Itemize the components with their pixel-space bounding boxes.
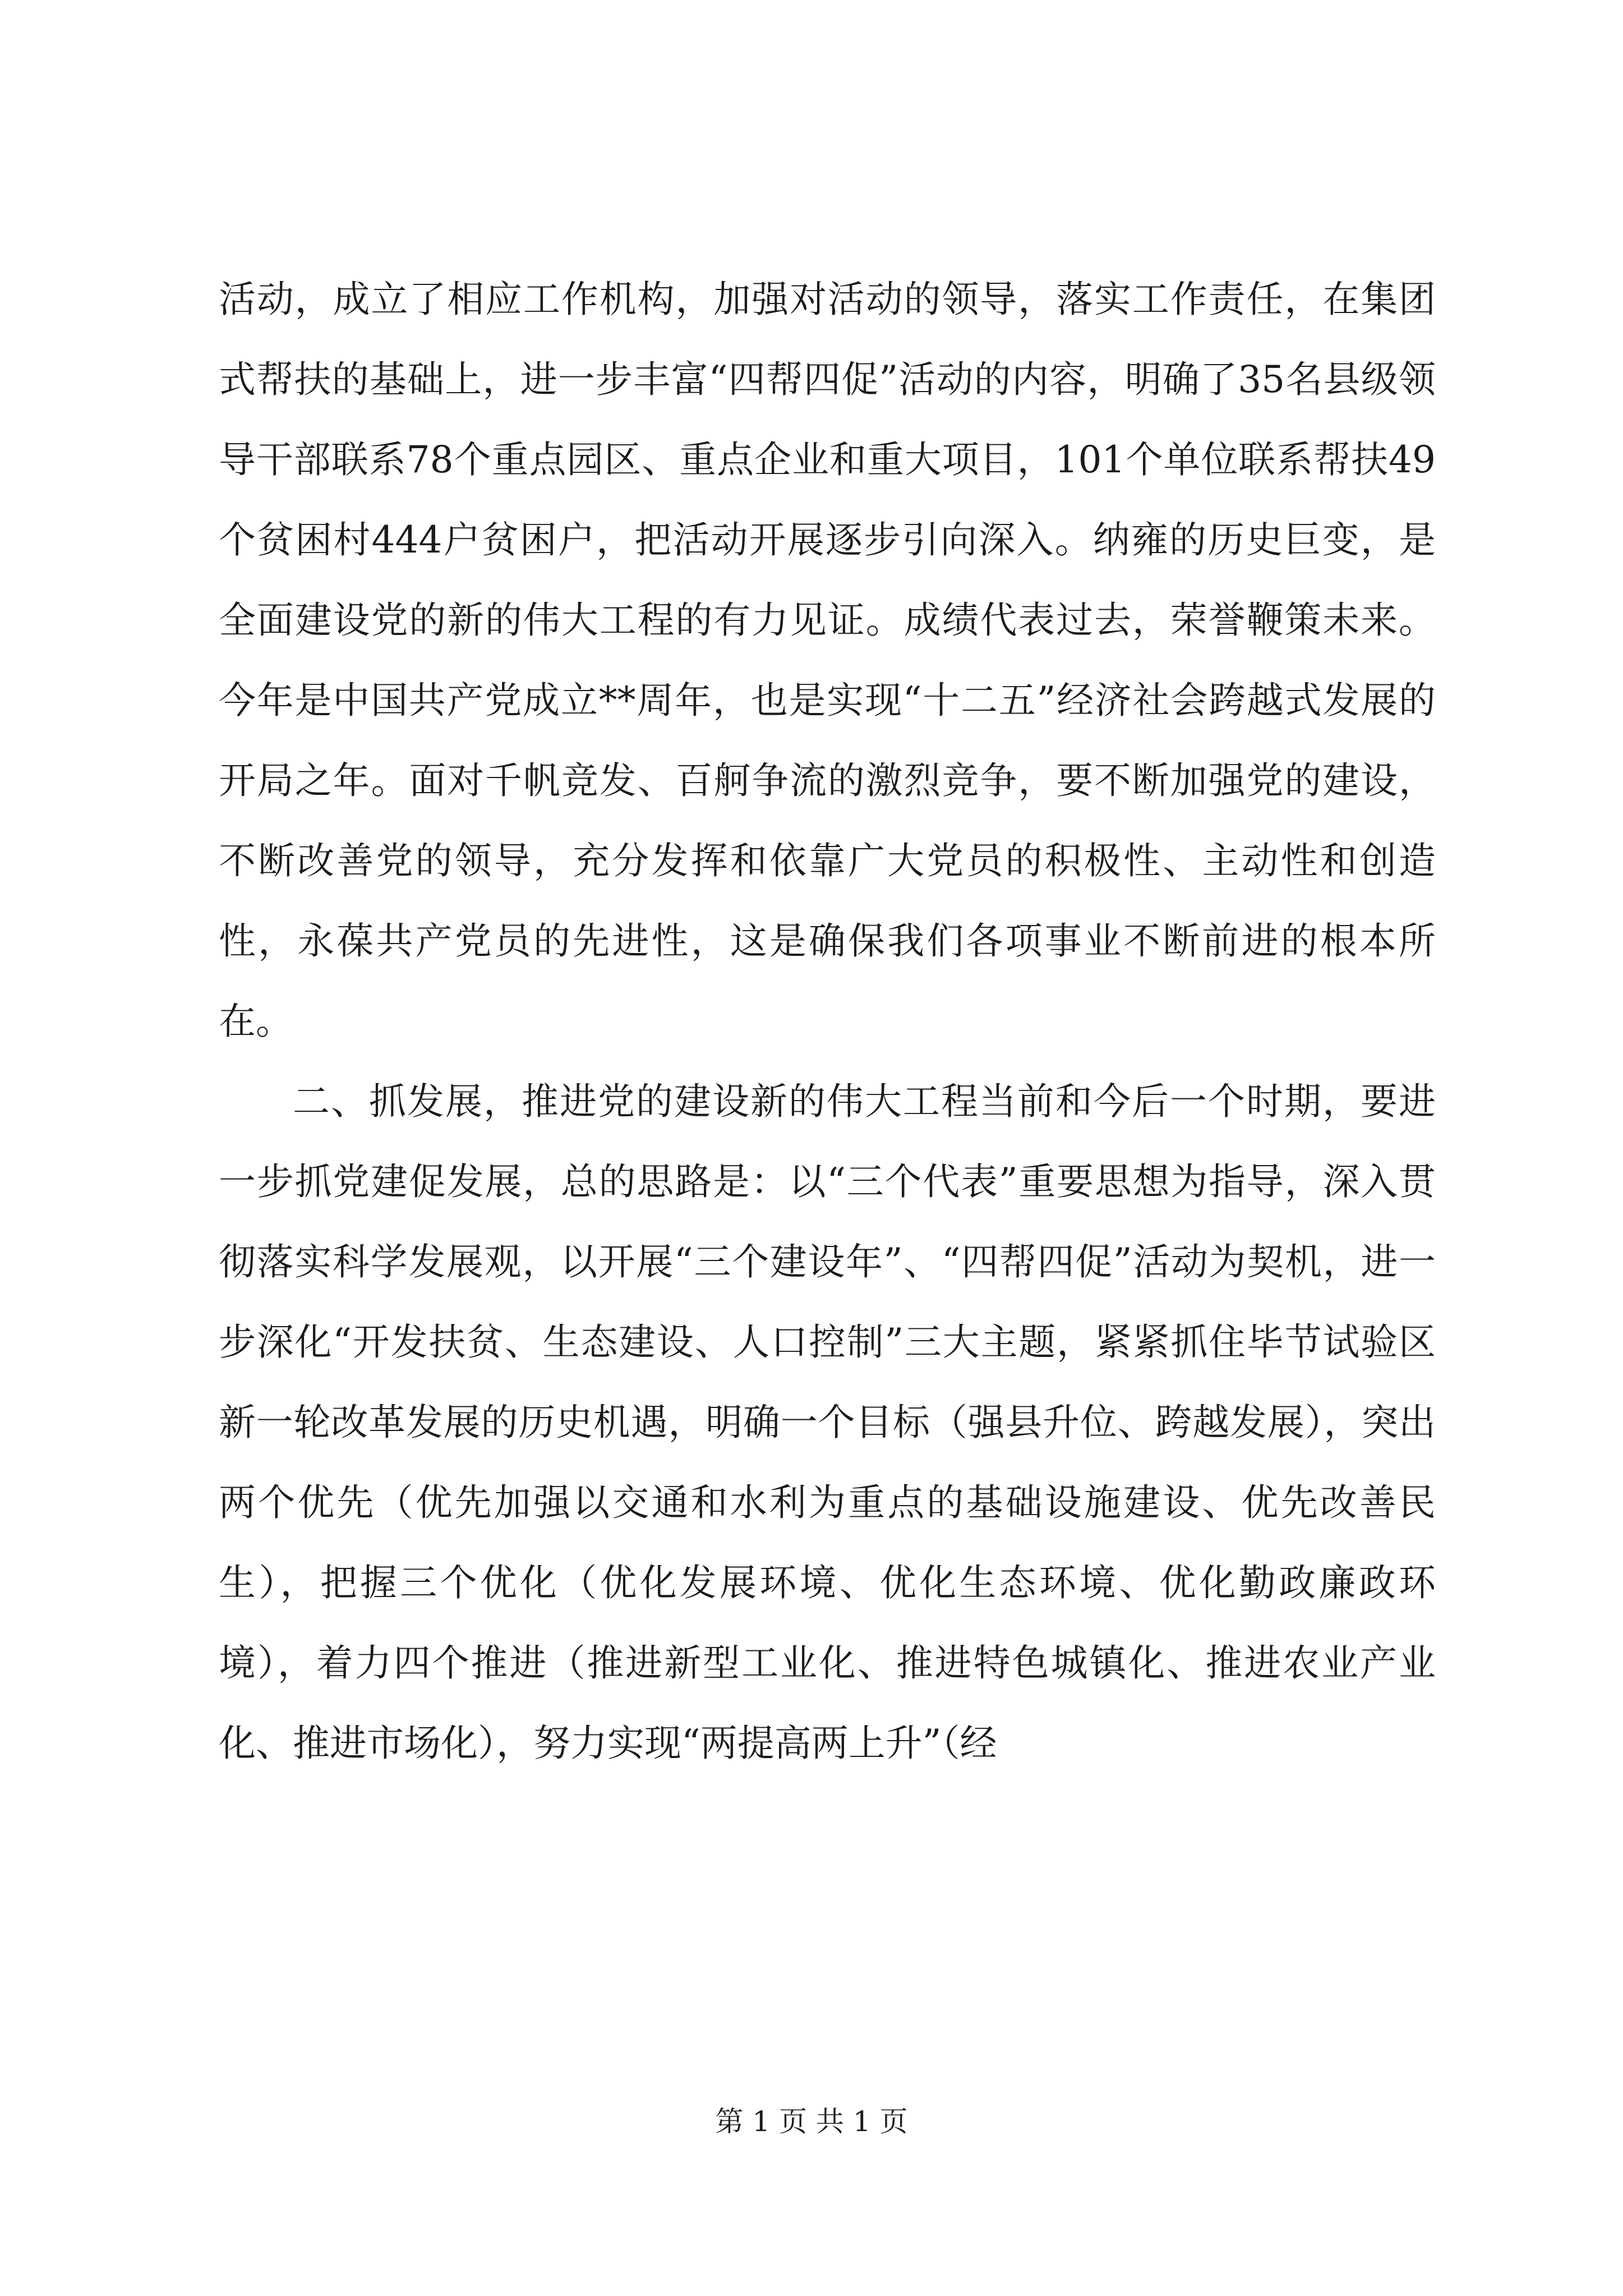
- paragraph-continuation: 活动，成立了相应工作机构，加强对活动的领导，落实工作责任，在集团式帮扶的基础上，进一步丰富“四帮四促”活动的内容，明确了35名县级领导干部联系78个重点园区、重点企业和重大项目，101个单位联系帮扶49个贫困村444户贫困户，把活动开展逐步引向深入。纳雍的历史巨变，是全面建设党的新的伟大工程的有力见证。成绩代表过去，荣誉鞭策未来。今年是中国共产党成立**周年，也是实现“十二五”经济社会跨越式发展的开局之年。面对千帆竞发、百舸争流的激烈竞争，要不断加强党的建设，不断改善党的领导，充分发挥和依靠广大党员的积极性、主动性和创造性，永葆共产党员的先进性，这是确保我们各项事业不断前进的根本所在。: [219, 278, 1436, 1043]
- page-number-label: 第 1 页 共 1 页: [715, 2105, 908, 2138]
- page-footer: [0, 2105, 1623, 2138]
- document-body: [219, 259, 1436, 1783]
- paragraph-section-two: 二、抓发展，推进党的建设新的伟大工程当前和今后一个时期，要进一步抓党建促发展，总的思路是：以“三个代表”重要思想为指导，深入贯彻落实科学发展观，以开展“三个建设年”、“四帮四促”活动为契机，进一步深化“开发扶贫、生态建设、人口控制”三大主题，紧紧抓住毕节试验区新一轮改革发展的历史机遇，明确一个目标（强县升位、跨越发展），突出两个优先（优先加强以交通和水利为重点的基础设施建设、优先改善民生），把握三个优化（优化发展环境、优化生态环境、优化勤政廉政环境），着力四个推进（推进新型工业化、推进特色城镇化、推进农业产业化、推进市场化），努力实现“两提高两上升”（经: [219, 1080, 1436, 1765]
